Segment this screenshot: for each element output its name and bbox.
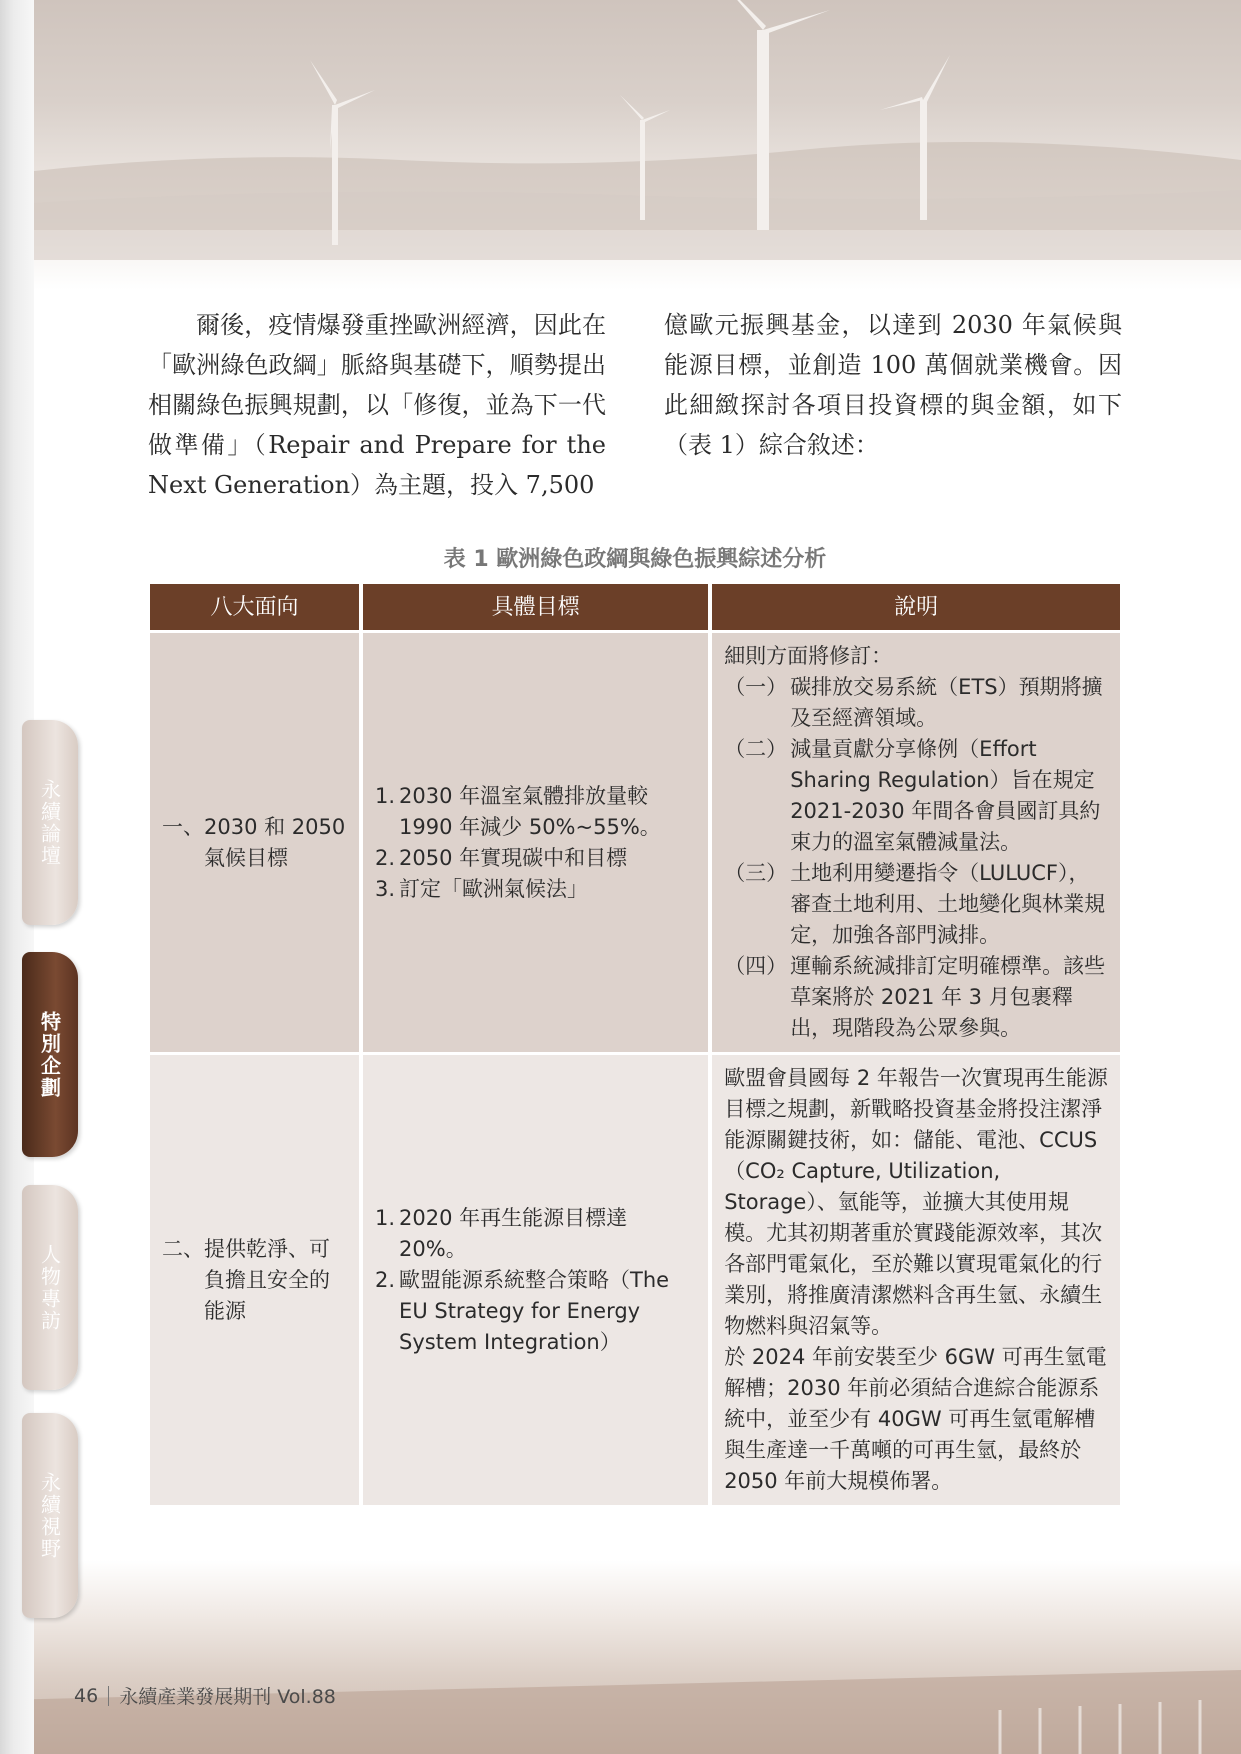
green-deal-table xyxy=(146,581,1124,1508)
table-row xyxy=(150,1055,1120,1505)
target-item: 1. 2020 年再生能源目標達 20%。 xyxy=(375,1205,628,1261)
target-item: 1. 2030 年溫室氣體排放量較 1990 年減少 50%~55%。 xyxy=(375,783,661,839)
body-paragraph-left: 爾後，疫情爆發重挫歐洲經濟，因此在「歐洲綠色政綱」脈絡與基礎下，順勢提出相關綠色振興規劃，以「修復，並為下一代做準備」（Repair and Prepare for the Next Generation）為主題，投入 7,500 xyxy=(148,311,606,499)
target-cell xyxy=(363,1055,708,1505)
header-banner-image xyxy=(0,0,1241,290)
description-item: （四） 運輸系統減排訂定明確標準。該些草案將於 2021 年 3 月包裹釋出，現階段為公眾參與。 xyxy=(724,954,1106,1040)
description-cell xyxy=(712,633,1120,1052)
aspect-cell xyxy=(150,1055,359,1505)
solar-field-illustration xyxy=(0,1560,1241,1754)
aspect-text: 提供乾淨、可負擔且安全的能源 xyxy=(204,1236,330,1323)
wind-turbines-illustration xyxy=(0,0,1241,290)
footer-banner-image xyxy=(0,1560,1241,1754)
description-heading: 細則方面將修訂： xyxy=(724,644,893,668)
description-cell xyxy=(712,1055,1120,1505)
aspect-text: 2030 和 2050 氣候目標 xyxy=(204,814,346,870)
table-caption: 表 1 歐洲綠色政綱與綠色振興綜述分析 xyxy=(443,547,827,572)
target-cell xyxy=(363,633,708,1052)
page-footer xyxy=(74,1682,336,1709)
side-tab-special-feature[interactable] xyxy=(22,952,78,1157)
side-tab-sustainability-forum[interactable] xyxy=(22,720,78,925)
description-item: （一） 碳排放交易系統（ETS）預期將擴及至經濟領域。 xyxy=(724,675,1103,730)
table-header-row xyxy=(150,584,1120,630)
side-tab-label: 永續視野 xyxy=(37,1471,62,1560)
aspect-cell xyxy=(150,633,359,1052)
target-item: 3. 訂定「歐洲氣候法」 xyxy=(375,876,589,901)
side-tab-label: 永續論壇 xyxy=(37,778,62,867)
description-item: （三） 土地利用變遷指令（LULUCF），審查土地利用、土地變化與林業規定，加強各部門減排。 xyxy=(724,861,1106,947)
description-item: （二） 減量貢獻分享條例（Effort Sharing Regulation）旨在規定 2021-2030 年間各會員國訂具約束力的溫室氣體減量法。 xyxy=(724,737,1101,854)
side-tab-sustainability-vision[interactable] xyxy=(22,1413,78,1618)
description-paragraph: 歐盟會員國每 2 年報告一次實現再生能源目標之規劃，新戰略投資基金將投注潔淨能源關鍵技術，如：儲能、電池、CCUS（CO₂ Capture, Utilization, Storage）、氫能等，並擴大其使用規模。尤其初期著重於實踐能源效率，其次各部門電氣化，至於難以實現電氣化的行業別，將推廣清潔燃料含再生氫、永續生物燃料與沼氣等。 xyxy=(724,1066,1108,1338)
target-item: 2. 歐盟能源系統整合策略（The EU Strategy for Energy System Integration） xyxy=(375,1267,670,1354)
aspect-number: 二、 xyxy=(162,1236,204,1261)
body-paragraph-right: 億歐元振興基金，以達到 2030 年氣候與能源目標，並創造 100 萬個就業機會。因此細緻探討各項目投資標的與金額，如下（表 1）綜合敘述： xyxy=(664,311,1122,459)
side-tab-label: 人物專訪 xyxy=(37,1243,62,1332)
side-tab-label: 特別企劃 xyxy=(37,1010,62,1099)
aspect-number: 一、 xyxy=(162,814,204,839)
journal-title: 永續產業發展期刊 Vol.88 xyxy=(119,1686,336,1708)
side-tab-interview[interactable] xyxy=(22,1185,78,1390)
header-description: 說明 xyxy=(712,584,1120,630)
page-number: 46 xyxy=(74,1684,99,1707)
footer-divider xyxy=(108,1686,109,1706)
header-target: 具體目標 xyxy=(363,584,708,630)
description-paragraph: 於 2024 年前安裝至少 6GW 可再生氫電解槽；2030 年前必須結合進綜合能源系統中，並至少有 40GW 可再生氫電解槽與生產達一千萬噸的可再生氫，最終於 2050 年前大規模佈署。 xyxy=(724,1345,1107,1493)
target-item: 2. 2050 年實現碳中和目標 xyxy=(375,845,628,870)
header-aspect: 八大面向 xyxy=(150,584,359,630)
table-row xyxy=(150,633,1120,1052)
